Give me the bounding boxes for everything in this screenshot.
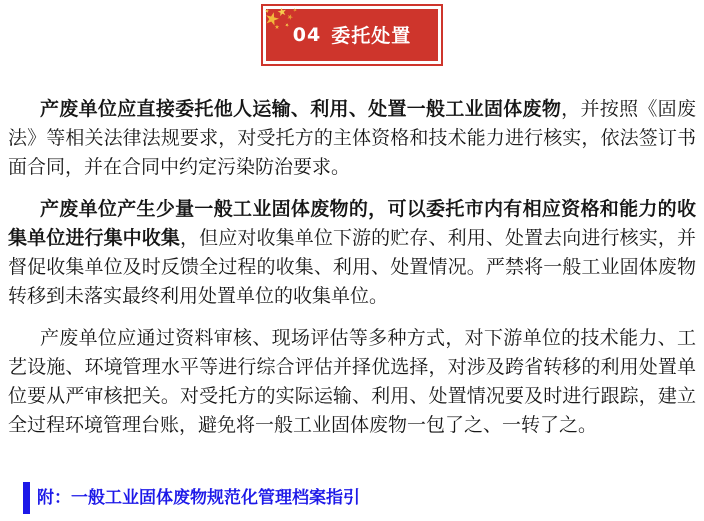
paragraph-2-text: ，但应对收集单位下游的贮存、利用、处置去向进行核实，并督促收集单位及时反馈全过程的收集、利用、处置情况。严禁将一般工业固体废物转移到未落实最终利用处置单位的收集单位。 xyxy=(8,227,696,307)
article-body xyxy=(0,95,704,514)
paragraph-3-text: 产废单位应通过资料审核、现场评估等多种方式，对下游单位的技术能力、工艺设施、环境管理水平等进行综合评估并择优选择，对涉及跨省转移的利用处置单位要从严审核把关。对受托方的实际运输、利用、处置情况要及时进行跟踪，建立全过程环境管理台账，避免将一般工业固体废物一包了之、一转了之。 xyxy=(8,327,696,436)
section-title: 委托处置 xyxy=(331,25,412,47)
appendix-title: 附：一般工业固体废物规范化管理档案指引 xyxy=(37,488,360,508)
appendix-heading xyxy=(23,482,696,514)
section-number: 04 xyxy=(292,23,322,46)
section-badge-row xyxy=(0,0,704,66)
section-badge xyxy=(261,4,443,66)
paragraph-1-text: ，并按照《固废法》等相关法律法规要求，对受托方的主体资格和技术能力进行核实，依法签订书面合同，并在合同中约定污染防治要求。 xyxy=(8,98,696,178)
paragraph-2-lead: 产废单位产生少量一般工业固体废物的，可以委托市内有相应资格和能力的收集单位进行集中收集 xyxy=(8,198,696,249)
paragraph-1-lead: 产废单位应直接委托他人运输、利用、处置一般工业固体废物 xyxy=(40,98,562,120)
paragraph-1 xyxy=(8,95,696,182)
section-badge-inner xyxy=(266,9,438,61)
paragraph-2 xyxy=(8,195,696,311)
paragraph-3 xyxy=(8,324,696,440)
